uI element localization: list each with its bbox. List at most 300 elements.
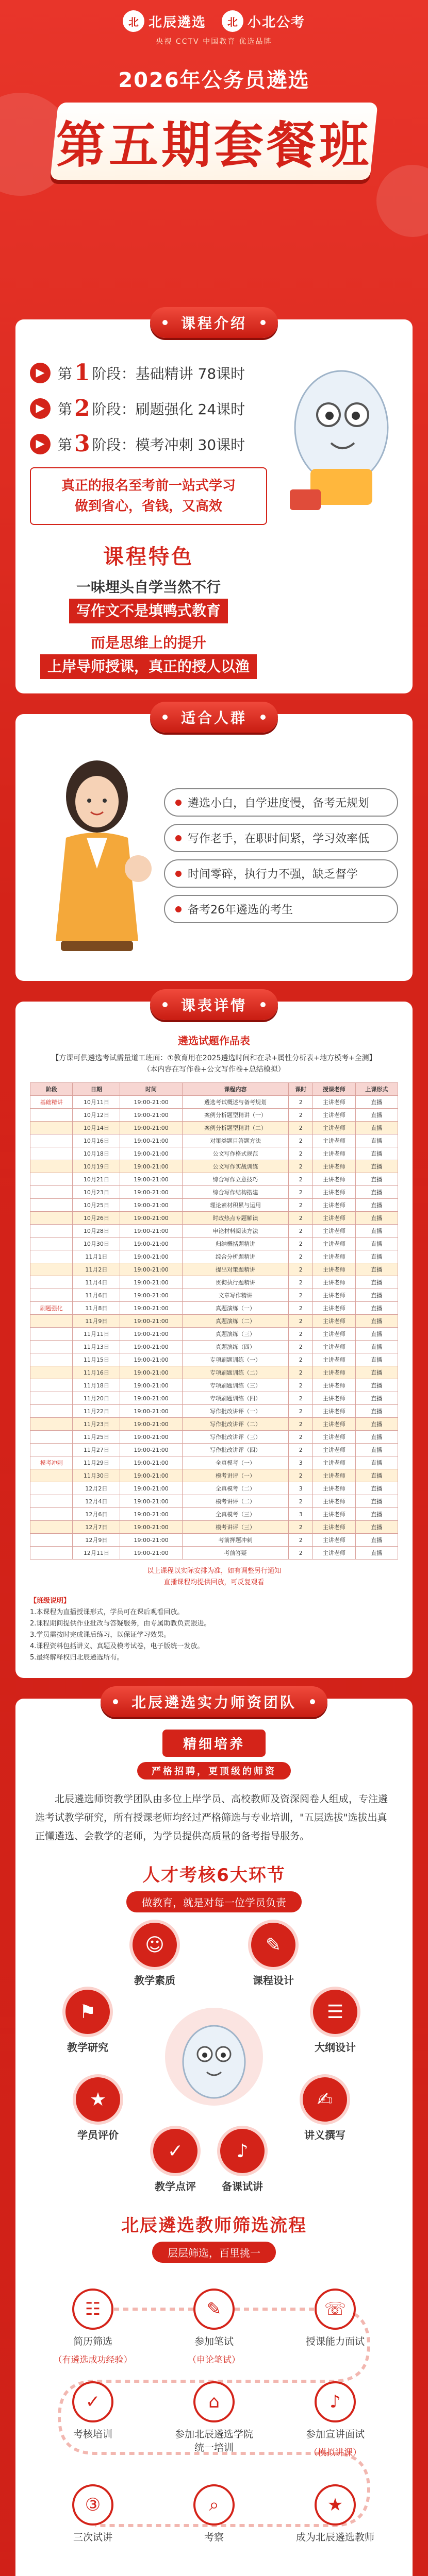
- table-cell: 案例分析题型精讲（一）: [182, 1109, 289, 1122]
- table-cell: 主讲老师: [313, 1263, 355, 1276]
- research-icon: ⚑: [65, 1990, 110, 2034]
- brand-seal-icon: 北: [222, 10, 243, 32]
- table-cell: 主讲老师: [313, 1495, 355, 1508]
- inspect-icon: ⌕: [193, 2484, 235, 2526]
- table-cell: 2: [289, 1147, 313, 1160]
- team-description: 北辰遴选师资教学团队由多位上岸学员、高校教师及资深阅卷人组成，专注遴选考试教学研究，所有授课老师均经过严格筛选与专业培训，"五层选拔"选拔出真正懂遴选、会教学的老师，为学员提供高质量的备考指导服务。: [35, 1793, 388, 1842]
- team-section: [15, 1694, 413, 2576]
- table-cell: 综合写作结构搭建: [182, 1186, 289, 1199]
- section-heading: 课表详情: [150, 989, 278, 1020]
- table-row: [30, 1521, 398, 1534]
- table-cell: 10月12日: [73, 1109, 120, 1122]
- table-cell: 刷题强化: [30, 1302, 73, 1315]
- hero-title-box: [50, 103, 378, 180]
- table-row: [30, 1134, 398, 1147]
- table-header: 阶段: [30, 1083, 73, 1096]
- table-cell: 贯彻执行题精讲: [182, 1276, 289, 1289]
- brand-logos: [0, 10, 428, 32]
- table-row: [30, 1431, 398, 1444]
- table-cell: 19:00-21:00: [120, 1096, 182, 1109]
- bullet-icon: [175, 835, 182, 841]
- table-row: [30, 1238, 398, 1250]
- table-cell: 主讲老师: [313, 1147, 355, 1160]
- table-cell: 3: [289, 1482, 313, 1495]
- table-cell: 主讲老师: [313, 1328, 355, 1341]
- table-cell: 11月23日: [73, 1418, 120, 1431]
- table-cell: 真题演练（三）: [182, 1328, 289, 1341]
- hero-year: 2026年公务员遴选: [118, 69, 310, 92]
- table-cell: 11月25日: [73, 1431, 120, 1444]
- table-row: [30, 1495, 398, 1508]
- table-cell: 19:00-21:00: [120, 1250, 182, 1263]
- class-rules: 【班级说明】 1.本课程为直播授课形式，学员可在课后观看回放。 2.课程期间提供作业批改与答疑服务，由专属助教负责跟进。 3.学员需按时完成课后练习，以保证学习效果。 4.课程资料包括讲义、真题及模考试卷，电子版统一发放。 5.最终解释权归北辰遴选所有。: [30, 1597, 211, 1662]
- table-cell: 主讲老师: [313, 1160, 355, 1173]
- table-cell: 主讲老师: [313, 1431, 355, 1444]
- brand-seal-icon: 北: [123, 10, 144, 32]
- table-row: [30, 1366, 398, 1379]
- table-cell: 12月11日: [73, 1547, 120, 1560]
- bullet-icon: [175, 871, 182, 877]
- table-cell: 19:00-21:00: [120, 1482, 182, 1495]
- table-row: [30, 1508, 398, 1521]
- table-cell: 2: [289, 1199, 313, 1212]
- table-cell: [30, 1521, 73, 1534]
- table-cell: 综合写作立意技巧: [182, 1173, 289, 1186]
- play-icon: ▶: [30, 434, 51, 454]
- stage-number: 3: [74, 431, 90, 457]
- table-cell: 专项刷题训练（四）: [182, 1392, 289, 1405]
- table-cell: 11月29日: [73, 1456, 120, 1469]
- table-cell: 19:00-21:00: [120, 1366, 182, 1379]
- table-cell: 2: [289, 1392, 313, 1405]
- table-cell: 主讲老师: [313, 1508, 355, 1521]
- ring-node: ✎ 课程设计: [245, 1923, 302, 1987]
- table-cell: 11月15日: [73, 1353, 120, 1366]
- table-row: [30, 1263, 398, 1276]
- table-cell: 19:00-21:00: [120, 1109, 182, 1122]
- table-cell: 直播: [355, 1495, 398, 1508]
- table-cell: 3: [289, 1456, 313, 1469]
- table-cell: [30, 1186, 73, 1199]
- table-cell: [30, 1212, 73, 1225]
- table-cell: 19:00-21:00: [120, 1521, 182, 1534]
- table-cell: 19:00-21:00: [120, 1199, 182, 1212]
- flow-step: ③ 三次试讲: [49, 2484, 137, 2544]
- table-cell: 直播: [355, 1109, 398, 1122]
- schedule-footnote: 以上课程以实际安排为准，如有调整另行通知 直播课程均提供回放，可反复观看: [146, 1567, 281, 1586]
- table-cell: 10月28日: [73, 1225, 120, 1238]
- table-cell: 案例分析题型精讲（二）: [182, 1122, 289, 1134]
- table-cell: 真题演练（二）: [182, 1315, 289, 1328]
- table-cell: 直播: [355, 1469, 398, 1482]
- table-row: [30, 1289, 398, 1302]
- ring-node: ☰ 大纲设计: [307, 1990, 364, 2054]
- table-cell: 19:00-21:00: [120, 1302, 182, 1315]
- table-cell: [30, 1405, 73, 1418]
- table-row: [30, 1482, 398, 1495]
- table-cell: [30, 1160, 73, 1173]
- table-cell: 2: [289, 1444, 313, 1456]
- table-cell: 主讲老师: [313, 1534, 355, 1547]
- table-row: [30, 1444, 398, 1456]
- table-cell: 19:00-21:00: [120, 1186, 182, 1199]
- table-cell: 19:00-21:00: [120, 1444, 182, 1456]
- table-cell: 直播: [355, 1328, 398, 1341]
- ring-node: ✍ 讲义撰写: [297, 2077, 353, 2142]
- interview-icon: ☏: [315, 2289, 356, 2330]
- table-cell: 直播: [355, 1173, 398, 1186]
- table-cell: 2: [289, 1341, 313, 1353]
- table-cell: 综合分析题精讲: [182, 1250, 289, 1263]
- table-cell: 主讲老师: [313, 1353, 355, 1366]
- table-cell: 19:00-21:00: [120, 1341, 182, 1353]
- table-cell: 主讲老师: [313, 1418, 355, 1431]
- table-cell: [30, 1534, 73, 1547]
- feature-line: 而是思维上的提升: [90, 634, 206, 651]
- table-cell: [30, 1173, 73, 1186]
- flow-step: ☏ 授课能力面试: [291, 2289, 379, 2348]
- table-cell: 2: [289, 1109, 313, 1122]
- table-cell: [30, 1199, 73, 1212]
- table-cell: [30, 1444, 73, 1456]
- table-cell: 2: [289, 1186, 313, 1199]
- table-row: [30, 1225, 398, 1238]
- feature-line: 上岸导师授课，真正的授人以渔: [30, 654, 267, 679]
- table-cell: 19:00-21:00: [120, 1495, 182, 1508]
- table-cell: 2: [289, 1521, 313, 1534]
- table-cell: [30, 1263, 73, 1276]
- table-cell: 直播: [355, 1276, 398, 1289]
- table-cell: 12月6日: [73, 1508, 120, 1521]
- brand-logo-left: [123, 10, 206, 32]
- table-row: [30, 1379, 398, 1392]
- table-cell: 2: [289, 1547, 313, 1560]
- table-cell: [30, 1122, 73, 1134]
- table-cell: 写作批改讲评（三）: [182, 1431, 289, 1444]
- brand-logo-right: [222, 10, 305, 32]
- table-cell: [30, 1418, 73, 1431]
- table-header: 课程内容: [182, 1083, 289, 1096]
- feature-title: 课程特色: [103, 545, 194, 569]
- table-cell: 直播: [355, 1238, 398, 1250]
- team-pill: 精细培养: [162, 1730, 266, 1757]
- table-row: [30, 1109, 398, 1122]
- table-row: [30, 1547, 398, 1560]
- table-cell: 19:00-21:00: [120, 1160, 182, 1173]
- table-cell: 直播: [355, 1212, 398, 1225]
- feature-line: 一味埋头自学当然不行: [76, 579, 221, 596]
- table-cell: 模考讲评（二）: [182, 1495, 289, 1508]
- table-header: 上课形式: [355, 1083, 398, 1096]
- table-cell: [30, 1250, 73, 1263]
- table-cell: 11月27日: [73, 1444, 120, 1456]
- table-header: 课时: [289, 1083, 313, 1096]
- table-cell: 19:00-21:00: [120, 1405, 182, 1418]
- table-cell: 19:00-21:00: [120, 1225, 182, 1238]
- course-intro-section: [15, 315, 413, 693]
- table-cell: 主讲老师: [313, 1225, 355, 1238]
- bullet-icon: [175, 906, 182, 912]
- table-cell: [30, 1547, 73, 1560]
- table-cell: 11月30日: [73, 1469, 120, 1482]
- table-cell: 公文写作实战训练: [182, 1160, 289, 1173]
- table-cell: 直播: [355, 1366, 398, 1379]
- table-cell: 11月16日: [73, 1366, 120, 1379]
- slogan-line: 真正的报名至考前一站式学习: [61, 478, 236, 494]
- audience-item: 写作老手，在职时间紧，学习效率低: [164, 824, 398, 852]
- table-cell: 2: [289, 1328, 313, 1341]
- table-cell: 主讲老师: [313, 1276, 355, 1289]
- table-cell: 2: [289, 1225, 313, 1238]
- table-cell: 10月21日: [73, 1173, 120, 1186]
- table-cell: 申论材料阅读方法: [182, 1225, 289, 1238]
- table-cell: 直播: [355, 1534, 398, 1547]
- table-cell: 主讲老师: [313, 1212, 355, 1225]
- table-cell: 全真模考（三）: [182, 1508, 289, 1521]
- table-cell: 2: [289, 1250, 313, 1263]
- play-icon: ▶: [30, 363, 51, 383]
- table-cell: 直播: [355, 1263, 398, 1276]
- table-cell: 提出对策题精讲: [182, 1263, 289, 1276]
- table-row: [30, 1173, 398, 1186]
- table-cell: 主讲老师: [313, 1109, 355, 1122]
- outline-icon: ☰: [313, 1990, 357, 2034]
- table-cell: 主讲老师: [313, 1134, 355, 1147]
- table-cell: 主讲老师: [313, 1096, 355, 1109]
- table-cell: 专项刷题训练（二）: [182, 1366, 289, 1379]
- table-cell: [30, 1508, 73, 1521]
- table-cell: [30, 1276, 73, 1289]
- table-cell: 主讲老师: [313, 1444, 355, 1456]
- table-cell: [30, 1109, 73, 1122]
- table-cell: 主讲老师: [313, 1366, 355, 1379]
- table-cell: [30, 1469, 73, 1482]
- table-cell: 3: [289, 1508, 313, 1521]
- table-cell: [30, 1392, 73, 1405]
- table-cell: 直播: [355, 1482, 398, 1495]
- table-cell: 2: [289, 1366, 313, 1379]
- feature-line: 写作文不是填鸭式教育: [30, 599, 267, 623]
- ring-node: ✓ 教学点评: [147, 2129, 204, 2193]
- table-cell: 直播: [355, 1353, 398, 1366]
- table-cell: [30, 1134, 73, 1147]
- table-row: [30, 1147, 398, 1160]
- teacher-icon: ☺: [133, 1923, 177, 1967]
- table-cell: 12月2日: [73, 1482, 120, 1495]
- table-cell: 11月22日: [73, 1405, 120, 1418]
- hero-banner: [0, 0, 428, 309]
- table-cell: 遴选考试概述与备考规划: [182, 1096, 289, 1109]
- table-cell: 主讲老师: [313, 1315, 355, 1328]
- table-cell: 10月19日: [73, 1160, 120, 1173]
- table-cell: 时政热点专题解读: [182, 1212, 289, 1225]
- table-cell: 19:00-21:00: [120, 1328, 182, 1341]
- table-cell: 19:00-21:00: [120, 1173, 182, 1186]
- table-cell: 归纳概括题精讲: [182, 1238, 289, 1250]
- exam-icon: ✎: [193, 2289, 235, 2330]
- assessment-ring: [59, 1923, 369, 2191]
- table-cell: 2: [289, 1431, 313, 1444]
- table-cell: 11月6日: [73, 1289, 120, 1302]
- ring-node: ☺ 教学素质: [126, 1923, 183, 1987]
- stage-prefix: 第: [58, 400, 73, 418]
- table-cell: 2: [289, 1276, 313, 1289]
- flow-step: ★ 成为北辰遴选教师: [291, 2484, 379, 2544]
- table-cell: 19:00-21:00: [120, 1122, 182, 1134]
- table-row: [30, 1160, 398, 1173]
- table-cell: 理论素材积累与运用: [182, 1199, 289, 1212]
- schedule-section: [15, 997, 413, 1678]
- table-row: [30, 1392, 398, 1405]
- table-cell: 19:00-21:00: [120, 1534, 182, 1547]
- table-cell: 专项刷题训练（三）: [182, 1379, 289, 1392]
- table-cell: 19:00-21:00: [120, 1431, 182, 1444]
- table-cell: 主讲老师: [313, 1186, 355, 1199]
- table-cell: 直播: [355, 1547, 398, 1560]
- table-cell: 11月20日: [73, 1392, 120, 1405]
- table-cell: 2: [289, 1418, 313, 1431]
- table-cell: 写作批改讲评（二）: [182, 1418, 289, 1431]
- flow-step: ☷ 简历筛选 （有遴选成功经验）: [49, 2289, 137, 2367]
- table-cell: [30, 1225, 73, 1238]
- audience-item: 备考26年遴选的考生: [164, 895, 398, 923]
- table-cell: [30, 1353, 73, 1366]
- table-cell: 19:00-21:00: [120, 1547, 182, 1560]
- six-steps-subtitle: 做教育，就是对每一位学员负责: [126, 1891, 302, 1912]
- table-cell: 对策类题目答题方法: [182, 1134, 289, 1147]
- table-cell: 直播: [355, 1147, 398, 1160]
- section-heading: 课程介绍: [150, 307, 278, 338]
- design-icon: ✎: [251, 1923, 295, 1967]
- slogan-line: 做到省心，省钱，又高效: [74, 499, 222, 514]
- resume-icon: ☷: [72, 2289, 113, 2330]
- table-row: [30, 1456, 398, 1469]
- table-cell: 基础精讲: [30, 1096, 73, 1109]
- table-row: [30, 1096, 398, 1109]
- table-cell: 2: [289, 1122, 313, 1134]
- schedule-table: [30, 1082, 398, 1560]
- table-row: [30, 1212, 398, 1225]
- stage-label: 阶段：基础精讲 78课时: [92, 365, 245, 382]
- lecture-icon: ♪: [220, 2129, 265, 2173]
- flow-title: 北辰遴选教师筛选流程: [121, 2215, 307, 2236]
- table-cell: 文章写作精讲: [182, 1289, 289, 1302]
- table-row: [30, 1186, 398, 1199]
- table-cell: 2: [289, 1379, 313, 1392]
- table-cell: [30, 1315, 73, 1328]
- stage-prefix: 第: [58, 436, 73, 453]
- table-cell: 12月7日: [73, 1521, 120, 1534]
- table-cell: 直播: [355, 1289, 398, 1302]
- table-cell: [30, 1482, 73, 1495]
- teacher-illustration: [30, 745, 164, 967]
- ring-node: ★ 学员评价: [70, 2077, 126, 2142]
- hero-title: 第五期套餐班: [56, 116, 372, 174]
- schedule-note: 【方课可供遴选考试需量道工班面：①教育用在2025遴选时间和在录+属性分析表+地方模考+全测】 （本内容在写作卷+公文写作卷+总结模拟）: [52, 1054, 376, 1074]
- table-cell: 真题演练（一）: [182, 1302, 289, 1315]
- training-icon: ✓: [72, 2381, 113, 2422]
- table-cell: 主讲老师: [313, 1456, 355, 1469]
- table-cell: 19:00-21:00: [120, 1418, 182, 1431]
- table-cell: 19:00-21:00: [120, 1134, 182, 1147]
- ring-node: ⚑ 教学研究: [59, 1990, 116, 2054]
- table-cell: [30, 1495, 73, 1508]
- table-cell: 主讲老师: [313, 1379, 355, 1392]
- table-cell: 10月16日: [73, 1134, 120, 1147]
- table-cell: 2: [289, 1469, 313, 1482]
- stage-label: 阶段：刷题强化 24课时: [92, 400, 245, 418]
- table-header: 时间: [120, 1083, 182, 1096]
- table-cell: 写作批改讲评（一）: [182, 1405, 289, 1418]
- table-row: [30, 1341, 398, 1353]
- table-cell: 12月9日: [73, 1534, 120, 1547]
- table-cell: 直播: [355, 1508, 398, 1521]
- table-cell: 10月14日: [73, 1122, 120, 1134]
- table-cell: 19:00-21:00: [120, 1469, 182, 1482]
- mascot-illustration: [162, 2005, 266, 2108]
- table-row: [30, 1315, 398, 1328]
- table-cell: 主讲老师: [313, 1122, 355, 1134]
- table-row: [30, 1534, 398, 1547]
- table-cell: 11月11日: [73, 1328, 120, 1341]
- slogan-box: [30, 467, 267, 525]
- table-cell: 2: [289, 1238, 313, 1250]
- table-cell: 19:00-21:00: [120, 1238, 182, 1250]
- table-cell: 直播: [355, 1444, 398, 1456]
- flow-step: ✎ 参加笔试 （申论笔试）: [170, 2289, 258, 2367]
- table-cell: 主讲老师: [313, 1302, 355, 1315]
- table-cell: [30, 1431, 73, 1444]
- table-cell: 2: [289, 1289, 313, 1302]
- brand-name-right: 小北公考: [248, 14, 306, 30]
- table-cell: [30, 1366, 73, 1379]
- table-cell: 直播: [355, 1405, 398, 1418]
- table-cell: 2: [289, 1302, 313, 1315]
- table-cell: 11月9日: [73, 1315, 120, 1328]
- table-cell: 12月4日: [73, 1495, 120, 1508]
- table-cell: 10月30日: [73, 1238, 120, 1250]
- table-cell: 10月26日: [73, 1212, 120, 1225]
- flow-step: ✓ 考核培训: [49, 2381, 137, 2441]
- table-cell: 直播: [355, 1379, 398, 1392]
- brand-name-left: 北辰遴选: [148, 14, 206, 30]
- table-cell: 主讲老师: [313, 1469, 355, 1482]
- table-cell: 主讲老师: [313, 1173, 355, 1186]
- ring-node: ♪ 备课试讲: [214, 2129, 271, 2193]
- table-cell: 全真模考（二）: [182, 1482, 289, 1495]
- table-cell: 主讲老师: [313, 1392, 355, 1405]
- audience-list: [164, 781, 398, 930]
- table-cell: 11月4日: [73, 1276, 120, 1289]
- table-cell: 直播: [355, 1341, 398, 1353]
- audience-section: [15, 709, 413, 981]
- schedule-title: 遴选试题作品表: [178, 1035, 250, 1047]
- team-pill-sub: 严格招聘，更顶级的师资: [137, 1762, 291, 1780]
- audience-item: 遴选小白，自学进度慢，备考无规划: [164, 788, 398, 817]
- table-cell: 考前答疑: [182, 1547, 289, 1560]
- table-cell: 主讲老师: [313, 1199, 355, 1212]
- table-cell: 2: [289, 1212, 313, 1225]
- table-cell: 19:00-21:00: [120, 1456, 182, 1469]
- table-cell: 2: [289, 1405, 313, 1418]
- table-cell: 直播: [355, 1134, 398, 1147]
- table-cell: 真题演练（四）: [182, 1341, 289, 1353]
- stage-number: 1: [74, 360, 90, 386]
- table-cell: 专项刷题训练（一）: [182, 1353, 289, 1366]
- table-cell: 直播: [355, 1096, 398, 1109]
- table-header: 日期: [73, 1083, 120, 1096]
- presentation-icon: ♪: [315, 2381, 356, 2422]
